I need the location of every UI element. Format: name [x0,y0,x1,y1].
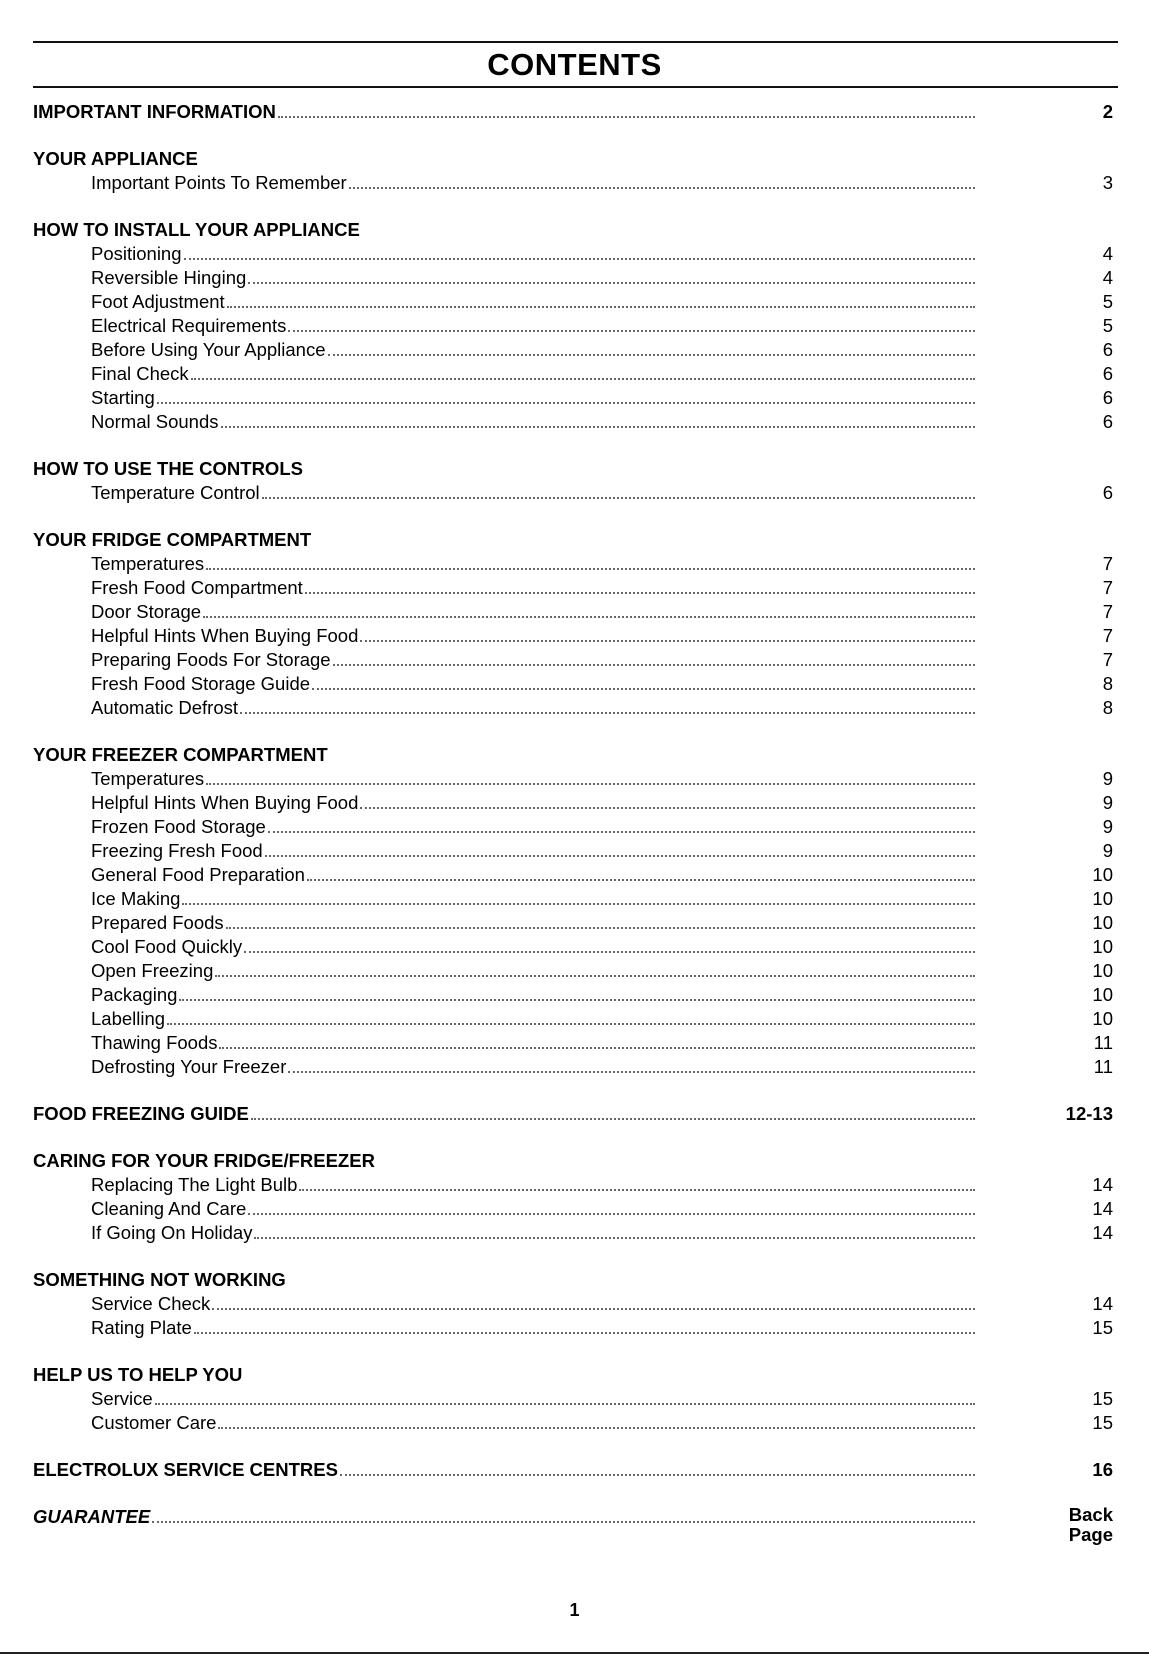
toc-entry-label: Temperatures [91,553,205,574]
toc-entry-starting [33,386,1113,410]
toc-entry-page: 15 [1092,1412,1113,1433]
toc-entry-label: Service [91,1388,153,1409]
title-underline [33,86,1118,88]
toc-entry-ice-making [33,887,1113,911]
toc-entry-label: Positioning [91,243,182,264]
toc-entry-label: Helpful Hints When Buying Food [91,625,359,646]
dot-leader [307,869,975,881]
dot-leader [157,392,975,404]
toc-entry-label: Normal Sounds [91,411,219,432]
dot-leader [262,487,975,499]
toc-entry-cool-food-quickly [33,935,1113,959]
dot-leader [360,797,975,809]
dot-leader [305,582,975,594]
toc-entry-normal-sounds [33,410,1113,434]
dot-leader [248,1203,975,1215]
dot-leader [251,1108,975,1120]
toc-entry-prepared-foods [33,911,1113,935]
dot-leader [288,1061,975,1073]
toc-entry-page: 6 [1102,363,1113,384]
toc-entry-label: FOOD FREEZING GUIDE [33,1103,249,1124]
section-heading-help-us-to-help-you: HELP US TO HELP YOU [33,1364,243,1385]
toc-entry-label: Temperature Control [91,482,260,503]
toc-entry-label: Customer Care [91,1412,217,1433]
toc-entry-label: Service Check [91,1293,211,1314]
dot-leader [299,1179,975,1191]
dot-leader [184,248,975,260]
top-rule [33,41,1118,43]
toc-entry-label: Open Freezing [91,960,214,981]
dot-leader [191,368,975,380]
dot-leader [155,1393,975,1405]
table-of-contents [33,100,1113,1545]
toc-entry-positioning [33,242,1113,266]
toc-entry-label: Automatic Defrost [91,697,239,718]
toc-entry-page: 11 [1093,1056,1113,1077]
toc-entry-label: Door Storage [91,601,202,622]
toc-entry-temperatures [33,552,1113,576]
toc-entry-label: Temperatures [91,768,205,789]
toc-entry-label: Rating Plate [91,1317,192,1338]
dot-leader [221,416,975,428]
toc-entry-page: 7 [1102,625,1113,646]
toc-entry-label: Final Check [91,363,189,384]
toc-entry-page: 11 [1093,1032,1113,1053]
dot-leader [215,965,975,977]
toc-entry-thawing-foods [33,1031,1113,1055]
toc-entry-page: 16 [1092,1459,1113,1480]
toc-entry-page: 10 [1092,936,1113,957]
dot-leader [212,1298,975,1310]
section-gap [33,1245,1113,1268]
dot-leader [227,296,975,308]
section-heading-your-fridge-compartment: YOUR FRIDGE COMPARTMENT [33,529,312,550]
toc-entry-page: 6 [1102,339,1113,360]
toc-entry-page: 10 [1092,888,1113,909]
toc-entry-label: GUARANTEE [33,1506,151,1527]
toc-entry-rating-plate [33,1316,1113,1340]
toc-entry-reversible-hinging [33,266,1113,290]
dot-leader [244,941,975,953]
toc-entry-defrosting-your-freezer [33,1055,1113,1079]
toc-entry-packaging [33,983,1113,1007]
toc-entry-service [33,1387,1113,1411]
dot-leader [312,678,975,690]
dot-leader [328,344,975,356]
toc-entry-page: 7 [1102,553,1113,574]
toc-entry-page: 9 [1102,840,1113,861]
toc-entry-label: Prepared Foods [91,912,224,933]
section-gap [33,505,1113,528]
toc-entry-foot-adjustment [33,290,1113,314]
toc-entry-page: 7 [1102,601,1113,622]
page-number: 1 [569,1600,580,1620]
toc-entry-electrical-requirements [33,314,1113,338]
section-gap [33,1126,1113,1149]
section-heading-caring-for-your-fridge-freezer: CARING FOR YOUR FRIDGE/FREEZER [33,1150,375,1171]
toc-entry-service-check [33,1292,1113,1316]
toc-entry-page: 10 [1092,1008,1113,1029]
toc-entry-page: 10 [1092,912,1113,933]
toc-entry-label: Packaging [91,984,178,1005]
dot-leader [152,1511,975,1523]
toc-entry-open-freezing [33,959,1113,983]
toc-entry-cleaning-and-care [33,1197,1113,1221]
toc-entry-page: 10 [1092,984,1113,1005]
toc-entry-label: Frozen Food Storage [91,816,266,837]
toc-entry-page: 2 [1102,101,1113,122]
dot-leader [167,1013,975,1025]
section-gap [33,1482,1113,1505]
toc-entry-general-food-preparation [33,863,1113,887]
toc-entry-page: 8 [1102,673,1113,694]
section-gap [33,1340,1113,1363]
section-gap [33,124,1113,147]
toc-entry-important-points-to-remember [33,171,1113,195]
toc-entry-freezing-fresh-food [33,839,1113,863]
toc-entry-label: Defrosting Your Freezer [91,1056,287,1077]
toc-entry-page: 10 [1092,864,1113,885]
toc-entry-label: If Going On Holiday [91,1222,253,1243]
bottom-rule [0,1652,1149,1654]
section-gap [33,720,1113,743]
page-title: CONTENTS [487,47,662,82]
toc-entry-fresh-food-compartment [33,576,1113,600]
section-heading-something-not-working: SOMETHING NOT WORKING [33,1269,286,1290]
toc-entry-electrolux-service-centres [33,1458,1113,1482]
section-heading-your-appliance: YOUR APPLIANCE [33,148,198,169]
dot-leader [268,821,975,833]
toc-entry-label: Labelling [91,1008,166,1029]
toc-entry-page: 14 [1092,1198,1113,1219]
toc-entry-preparing-foods-for-storage [33,648,1113,672]
section-gap [33,1079,1113,1102]
dot-leader [278,106,975,118]
toc-entry-page: 6 [1102,387,1113,408]
toc-entry-page: 15 [1092,1317,1113,1338]
toc-entry-page: Back Page [1068,1504,1113,1545]
toc-entry-label: ELECTROLUX SERVICE CENTRES [33,1459,338,1480]
toc-entry-label: General Food Preparation [91,864,305,885]
toc-entry-door-storage [33,600,1113,624]
toc-entry-page: 4 [1102,243,1113,264]
toc-entry-label: Before Using Your Appliance [91,339,326,360]
section-heading-how-to-install-your-appliance: HOW TO INSTALL YOUR APPLIANCE [33,219,360,240]
dot-leader [349,177,975,189]
toc-entry-label: Cleaning And Care [91,1198,247,1219]
toc-entry-automatic-defrost [33,696,1113,720]
toc-entry-page: 9 [1102,792,1113,813]
toc-entry-before-using-your-appliance [33,338,1113,362]
dot-leader [206,558,975,570]
toc-entry-label: Fresh Food Compartment [91,577,303,598]
toc-entry-helpful-hints-when-buying-food [33,624,1113,648]
dot-leader [333,654,975,666]
toc-entry-customer-care [33,1411,1113,1435]
toc-entry-page: 7 [1102,649,1113,670]
toc-entry-guarantee [33,1504,1113,1545]
toc-entry-frozen-food-storage [33,815,1113,839]
toc-entry-page: 14 [1092,1293,1113,1314]
toc-entry-helpful-hints-when-buying-food [33,791,1113,815]
dot-leader [340,1464,975,1476]
toc-entry-page: 15 [1092,1388,1113,1409]
toc-entry-label: Replacing The Light Bulb [91,1174,298,1195]
toc-entry-page: 14 [1092,1174,1113,1195]
toc-entry-label: Thawing Foods [91,1032,218,1053]
dot-leader [360,630,975,642]
dot-leader [254,1227,975,1239]
toc-entry-label: Ice Making [91,888,181,909]
toc-entry-label: Preparing Foods For Storage [91,649,331,670]
dot-leader [194,1322,975,1334]
toc-entry-label: Starting [91,387,155,408]
toc-entry-if-going-on-holiday [33,1221,1113,1245]
dot-leader [218,1417,975,1429]
dot-leader [203,606,975,618]
dot-leader [179,989,975,1001]
toc-entry-page: 8 [1102,697,1113,718]
toc-entry-page: 7 [1102,577,1113,598]
toc-entry-page: 10 [1092,960,1113,981]
toc-entry-food-freezing-guide [33,1102,1113,1126]
toc-entry-temperatures [33,767,1113,791]
toc-entry-temperature-control [33,481,1113,505]
section-heading-how-to-use-the-controls: HOW TO USE THE CONTROLS [33,458,303,479]
toc-entry-page: 14 [1092,1222,1113,1243]
toc-entry-page: 6 [1102,411,1113,432]
toc-entry-label: Reversible Hinging [91,267,247,288]
toc-entry-label: Important Points To Remember [91,172,347,193]
dot-leader [288,320,975,332]
section-gap [33,195,1113,218]
toc-entry-page: 3 [1102,172,1113,193]
dot-leader [182,893,975,905]
toc-entry-page: 9 [1102,768,1113,789]
section-heading-your-freezer-compartment: YOUR FREEZER COMPARTMENT [33,744,328,765]
toc-entry-page: 5 [1102,315,1113,336]
toc-entry-page: 9 [1102,816,1113,837]
toc-entry-label: Electrical Requirements [91,315,287,336]
section-gap [33,1435,1113,1458]
section-gap [33,434,1113,457]
dot-leader [240,702,975,714]
toc-entry-label: Freezing Fresh Food [91,840,263,861]
dot-leader [206,773,975,785]
toc-entry-page: 5 [1102,291,1113,312]
toc-entry-page: 4 [1102,267,1113,288]
toc-entry-label: Foot Adjustment [91,291,225,312]
toc-entry-page: 6 [1102,482,1113,503]
toc-entry-labelling [33,1007,1113,1031]
toc-entry-label: Helpful Hints When Buying Food [91,792,359,813]
toc-entry-page: 12-13 [1065,1103,1113,1124]
toc-entry-label: IMPORTANT INFORMATION [33,101,276,122]
toc-entry-important-information [33,100,1113,124]
toc-entry-fresh-food-storage-guide [33,672,1113,696]
toc-entry-label: Fresh Food Storage Guide [91,673,311,694]
toc-entry-final-check [33,362,1113,386]
dot-leader [248,272,975,284]
dot-leader [219,1037,975,1049]
dot-leader [226,917,975,929]
toc-entry-replacing-the-light-bulb [33,1173,1113,1197]
dot-leader [265,845,975,857]
toc-entry-label: Cool Food Quickly [91,936,243,957]
